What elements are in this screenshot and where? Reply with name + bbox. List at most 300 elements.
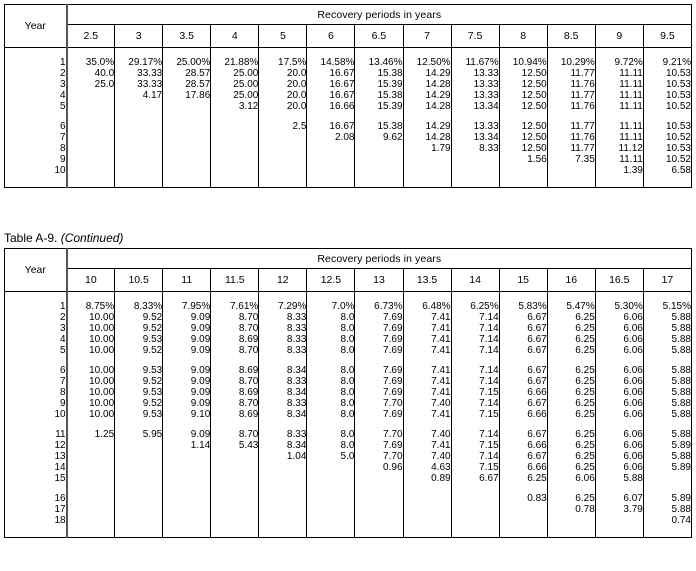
spacer-cell: [67, 48, 115, 58]
cell-y5-p8: 12.50: [499, 101, 547, 112]
spacer-cell: [5, 292, 67, 302]
cell-y17-p13.5: [403, 504, 451, 515]
cell-y15-p13: [355, 473, 403, 484]
spacer-cell: [643, 484, 691, 493]
cell-y8-p4: [211, 143, 259, 154]
spacer-cell: [307, 112, 355, 121]
cell-y5-p17: 5.88: [671, 345, 691, 356]
cell-y6-p6.5: 15.38: [355, 121, 403, 132]
cell-y9-p9: 11.11: [595, 154, 643, 165]
spacer-cell: [307, 420, 355, 429]
spacer-cell: [211, 48, 259, 58]
table-row: [5, 345, 692, 356]
cell-y15-p12.5: [307, 473, 355, 484]
cell-y14-p13.5: 4.63: [403, 462, 451, 473]
cell-y8-p3: [115, 143, 163, 154]
column-header-7: 7: [403, 25, 451, 48]
cell-y2-p17: 5.88: [671, 312, 691, 323]
table-row: [5, 154, 692, 165]
cell-y9-p17: 5.88: [671, 398, 691, 409]
spacer-cell: [115, 292, 163, 302]
spacer-cell: [499, 356, 547, 365]
cell-y3-p5: 20.0: [259, 79, 307, 90]
cell-y5-p4: 3.12: [211, 101, 259, 112]
spacer-cell: [643, 112, 691, 121]
cell-y8-p7: 1.79: [403, 143, 451, 154]
cell-y9-p2.5: [67, 154, 115, 165]
spacer-cell: [355, 356, 403, 365]
cell-y8-p7.5: 8.33: [451, 143, 499, 154]
cell-y3-p15: 6.67: [499, 323, 547, 334]
cell-y9-p7: [403, 154, 451, 165]
cell-y7-p8: 12.50: [499, 132, 547, 143]
row-year-label: 1: [5, 301, 67, 312]
cell-y17-p14: [451, 504, 499, 515]
cell-y13-p11.5: [211, 451, 259, 462]
cell-y7-p6.5: 9.62: [355, 132, 403, 143]
column-header-6: 6: [307, 25, 355, 48]
spacer-cell: [355, 484, 403, 493]
cell-y18-p11: [163, 515, 211, 526]
cell-y3-p10: 10.00: [67, 323, 115, 334]
cell-y10-p12.5: 8.0: [307, 409, 355, 420]
cell-y3-p13.5: 7.41: [403, 323, 451, 334]
cell-y9-p10: 10.00: [67, 398, 115, 409]
cell-y9-p13: 7.70: [355, 398, 403, 409]
cell-y10-p2.5: [67, 165, 115, 176]
spacer-cell: [307, 526, 355, 538]
cell-y6-p8: 12.50: [499, 121, 547, 132]
cell-y13-p14: 7.14: [451, 451, 499, 462]
cell-y4-p6.5: 15.38: [355, 90, 403, 101]
cell-y3-p11.5: 8.70: [211, 323, 259, 334]
cell-y12-p12.5: 8.0: [307, 440, 355, 451]
spacer-cell: [499, 176, 547, 188]
cell-y4-p9: 11.11: [595, 90, 643, 101]
spacer-cell: [115, 112, 163, 121]
header-recovery-periods-label: Recovery periods in years: [67, 249, 692, 269]
cell-y8-p5: [259, 143, 307, 154]
column-header-2-5: 2.5: [67, 25, 115, 48]
cell-y10-p10.5: 9.53: [115, 409, 163, 420]
table-row: [5, 387, 692, 398]
cell-y2-p11.5: 8.70: [211, 312, 259, 323]
table-body-part-2: [5, 292, 692, 538]
cell-y9-p13.5: 7.40: [403, 398, 451, 409]
cell-y10-p5: [259, 165, 307, 176]
header-column-row-part-1: [5, 25, 692, 48]
cell-y4-p3.5: 17.86: [163, 90, 211, 101]
cell-y15-p16.5: 5.88: [595, 473, 643, 484]
cell-y7-p4: [211, 132, 259, 143]
cell-y16-p15: 0.83: [499, 493, 547, 504]
depreciation-table-part-1: [4, 4, 692, 188]
cell-y11-p16: 6.25: [547, 429, 595, 440]
cell-y6-p11: 9.09: [163, 365, 211, 376]
cell-y9-p10.5: 9.52: [115, 398, 163, 409]
cell-y7-p7: 14.28: [403, 132, 451, 143]
cell-y5-p10.5: 9.52: [115, 345, 163, 356]
column-header-16-5: 16.5: [595, 269, 643, 292]
cell-y7-p11.5: 8.70: [211, 376, 259, 387]
cell-y11-p13: 7.70: [355, 429, 403, 440]
spacer-cell: [115, 48, 163, 58]
cell-y7-p15: 6.67: [499, 376, 547, 387]
cell-y6-p10.5: 9.53: [115, 365, 163, 376]
cell-y4-p8.5: 11.77: [547, 90, 595, 101]
cell-y6-p12: 8.34: [259, 365, 307, 376]
column-header-7-5: 7.5: [451, 25, 499, 48]
cell-y1-p7: 12.50%: [403, 57, 451, 68]
cell-y16-p11.5: [211, 493, 259, 504]
cell-y2-p14: 7.14: [451, 312, 499, 323]
column-header-13: 13: [355, 269, 403, 292]
cell-y5-p2.5: [67, 101, 115, 112]
table-row: [5, 79, 692, 90]
cell-y2-p7.5: 13.33: [451, 68, 499, 79]
cell-y10-p11.5: 8.69: [211, 409, 259, 420]
row-year-label: 17: [5, 504, 67, 515]
spacer-cell: [403, 484, 451, 493]
cell-y4-p13: 7.69: [355, 334, 403, 345]
cell-y3-p16.5: 6.06: [595, 323, 643, 334]
cell-y3-p7.5: 13.33: [451, 79, 499, 90]
cell-y1-p11.5: 7.61%: [211, 301, 259, 312]
cell-y4-p11.5: 8.69: [211, 334, 259, 345]
cell-y7-p5: [259, 132, 307, 143]
cell-y1-p16.5: 5.30%: [595, 301, 643, 312]
cell-y4-p7.5: 13.33: [451, 90, 499, 101]
spacer-cell: [5, 420, 67, 429]
table-caption: [4, 231, 123, 245]
cell-y13-p10.5: [115, 451, 163, 462]
cell-y11-p13.5: 7.40: [403, 429, 451, 440]
row-year-label: 8: [5, 387, 67, 398]
spacer-cell: [355, 526, 403, 538]
spacer-cell: [595, 48, 643, 58]
cell-y15-p16: 6.06: [547, 473, 595, 484]
cell-y8-p13.5: 7.41: [403, 387, 451, 398]
cell-y2-p7: 14.29: [403, 68, 451, 79]
cell-y6-p13: 7.69: [355, 365, 403, 376]
spacer-cell: [595, 356, 643, 365]
spacer-cell: [403, 526, 451, 538]
cell-y18-p16.5: [595, 515, 643, 526]
cell-y5-p3: [115, 101, 163, 112]
spacer-cell: [67, 484, 115, 493]
spacer-cell: [67, 176, 115, 188]
cell-y8-p17: 5.88: [671, 387, 691, 398]
spacer-cell: [403, 292, 451, 302]
cell-y7-p16: 6.25: [547, 376, 595, 387]
cell-y2-p13: 7.69: [355, 312, 403, 323]
spacer-cell: [499, 292, 547, 302]
cell-y1-p6: 14.58%: [307, 57, 355, 68]
cell-y5-p6: 16.66: [307, 101, 355, 112]
spacer-cell: [5, 356, 67, 365]
cell-y9-p11: 9.09: [163, 398, 211, 409]
cell-y13-p12.5: 5.0: [307, 451, 355, 462]
cell-y6-p16.5: 6.06: [595, 365, 643, 376]
cell-y14-p16: 6.25: [547, 462, 595, 473]
spacer-cell: [307, 292, 355, 302]
spacer-cell: [451, 112, 499, 121]
spacer-cell: [5, 48, 67, 58]
cell-y16-p13.5: [403, 493, 451, 504]
cell-y3-p7: 14.28: [403, 79, 451, 90]
cell-y16-p16: 6.25: [547, 493, 595, 504]
cell-y16-p12.5: [307, 493, 355, 504]
spacer-cell: [451, 48, 499, 58]
cell-y4-p11: 9.09: [163, 334, 211, 345]
cell-y4-p16.5: 6.06: [595, 334, 643, 345]
cell-y8-p3.5: [163, 143, 211, 154]
cell-y2-p4: 25.00: [211, 68, 259, 79]
row-year-label: 5: [5, 101, 67, 112]
cell-y3-p17: 5.88: [671, 323, 691, 334]
cell-y8-p16: 6.25: [547, 387, 595, 398]
table-row: [5, 165, 692, 176]
cell-y8-p9.5: 10.53: [665, 143, 691, 154]
cell-y9-p8.5: 7.35: [547, 154, 595, 165]
header-recovery-periods-label: Recovery periods in years: [67, 5, 692, 25]
cell-y17-p12.5: [307, 504, 355, 515]
cell-y3-p3: 33.33: [115, 79, 163, 90]
cell-y15-p10: [67, 473, 115, 484]
cell-y17-p10: [67, 504, 115, 515]
column-header-13-5: 13.5: [403, 269, 451, 292]
cell-y18-p10: [67, 515, 115, 526]
cell-y7-p6: 2.08: [307, 132, 355, 143]
spacer-cell: [499, 420, 547, 429]
group-spacer-row: [5, 420, 692, 429]
cell-y3-p12: 8.33: [259, 323, 307, 334]
spacer-cell: [5, 112, 67, 121]
table-row: [5, 504, 692, 515]
spacer-cell: [115, 176, 163, 188]
row-year-label: 8: [5, 143, 67, 154]
header-year-label: Year: [5, 249, 67, 292]
cell-y1-p10: 8.75%: [67, 301, 115, 312]
cell-y12-p11.5: 5.43: [211, 440, 259, 451]
cell-y1-p4: 21.88%: [211, 57, 259, 68]
row-year-label: 6: [5, 365, 67, 376]
cell-y3-p10.5: 9.52: [115, 323, 163, 334]
cell-y9-p12: 8.33: [259, 398, 307, 409]
cell-y10-p8: [499, 165, 547, 176]
cell-y11-p12.5: 8.0: [307, 429, 355, 440]
cell-y9-p12.5: 8.0: [307, 398, 355, 409]
cell-y1-p2.5: 35.0%: [67, 57, 115, 68]
row-year-label: 3: [5, 79, 67, 90]
cell-y4-p13.5: 7.41: [403, 334, 451, 345]
cell-y18-p17: 0.74: [671, 515, 691, 526]
cell-y1-p8.5: 10.29%: [547, 57, 595, 68]
cell-y5-p16: 6.25: [547, 345, 595, 356]
cell-y12-p14: 7.15: [451, 440, 499, 451]
cell-y2-p16: 6.25: [547, 312, 595, 323]
cell-y11-p16.5: 6.06: [595, 429, 643, 440]
cell-y4-p10.5: 9.53: [115, 334, 163, 345]
header-year-label: Year: [5, 5, 67, 48]
cell-y14-p14: 7.15: [451, 462, 499, 473]
row-year-label: 1: [5, 57, 67, 68]
cell-y3-p12.5: 8.0: [307, 323, 355, 334]
spacer-cell: [163, 48, 211, 58]
cell-y13-p11: [163, 451, 211, 462]
spacer-cell: [163, 526, 211, 538]
cell-y14-p15: 6.66: [499, 462, 547, 473]
row-year-label: 10: [5, 409, 67, 420]
column-header-14: 14: [451, 269, 499, 292]
cell-y2-p10: 10.00: [67, 312, 115, 323]
cell-y11-p17: 5.88: [671, 429, 691, 440]
spacer-cell: [259, 112, 307, 121]
cell-y4-p4: 25.00: [211, 90, 259, 101]
spacer-cell: [259, 420, 307, 429]
spacer-cell: [499, 484, 547, 493]
spacer-cell: [211, 292, 259, 302]
spacer-cell: [163, 484, 211, 493]
group-spacer-row: [5, 356, 692, 365]
table-row: [5, 334, 692, 345]
spacer-cell: [355, 420, 403, 429]
cell-y1-p9: 9.72%: [595, 57, 643, 68]
spacer-cell: [211, 176, 259, 188]
cell-y7-p13: 7.69: [355, 376, 403, 387]
cell-y2-p9: 11.11: [595, 68, 643, 79]
spacer-cell: [67, 356, 115, 365]
cell-y2-p13.5: 7.41: [403, 312, 451, 323]
cell-y5-p11: 9.09: [163, 345, 211, 356]
cell-y12-p16.5: 6.06: [595, 440, 643, 451]
cell-y9-p16: 6.25: [547, 398, 595, 409]
cell-y16-p17: 5.89: [671, 493, 691, 504]
row-year-label: 7: [5, 132, 67, 143]
cell-y6-p4: [211, 121, 259, 132]
table-header-part-2: [5, 249, 692, 292]
cell-y2-p12.5: 8.0: [307, 312, 355, 323]
cell-y13-p13.5: 7.40: [403, 451, 451, 462]
table-header-part-1: [5, 5, 692, 48]
spacer-cell: [451, 356, 499, 365]
cell-y9-p16.5: 6.06: [595, 398, 643, 409]
row-year-label: 4: [5, 334, 67, 345]
cell-y15-p11: [163, 473, 211, 484]
spacer-cell: [259, 526, 307, 538]
cell-y1-p5: 17.5%: [259, 57, 307, 68]
cell-y6-p3: [115, 121, 163, 132]
spacer-row: [5, 176, 692, 188]
spacer-cell: [547, 484, 595, 493]
cell-y2-p5: 20.0: [259, 68, 307, 79]
cell-y4-p17: 5.88: [671, 334, 691, 345]
cell-y3-p11: 9.09: [163, 323, 211, 334]
cell-y5-p9: 11.11: [595, 101, 643, 112]
spacer-cell: [67, 526, 115, 538]
table-body-part-1: [5, 48, 692, 188]
cell-y5-p13: 7.69: [355, 345, 403, 356]
cell-y9-p9.5: 10.52: [665, 154, 691, 165]
cell-y3-p9: 11.11: [595, 79, 643, 90]
spacer-cell: [5, 176, 67, 188]
cell-y12-p12: 8.34: [259, 440, 307, 451]
cell-y4-p16: 6.25: [547, 334, 595, 345]
cell-y7-p11: 9.09: [163, 376, 211, 387]
spacer-cell: [67, 112, 115, 121]
spacer-cell: [211, 112, 259, 121]
spacer-cell: [643, 292, 691, 302]
table-row: [5, 323, 692, 334]
table-row: [5, 68, 692, 79]
cell-y1-p3: 29.17%: [115, 57, 163, 68]
cell-y5-p11.5: 8.70: [211, 345, 259, 356]
cell-y18-p14: [451, 515, 499, 526]
cell-y14-p13: 0.96: [355, 462, 403, 473]
cell-y5-p12.5: 8.0: [307, 345, 355, 356]
caption-label: Table A-9.: [4, 231, 58, 245]
cell-y6-p3.5: [163, 121, 211, 132]
cell-y6-p7.5: 13.33: [451, 121, 499, 132]
cell-y9-p7.5: [451, 154, 499, 165]
cell-y9-p15: 6.67: [499, 398, 547, 409]
spacer-cell: [547, 112, 595, 121]
column-header-11-5: 11.5: [211, 269, 259, 292]
cell-y6-p9.5: 10.53: [665, 121, 691, 132]
table-row: [5, 143, 692, 154]
spacer-cell: [5, 484, 67, 493]
cell-y1-p12.5: 7.0%: [307, 301, 355, 312]
cell-y8-p12: 8.34: [259, 387, 307, 398]
spacer-cell: [355, 176, 403, 188]
cell-y12-p13: 7.69: [355, 440, 403, 451]
table-row: [5, 376, 692, 387]
cell-y3-p6: 16.67: [307, 79, 355, 90]
cell-y4-p12: 8.33: [259, 334, 307, 345]
table-row: [5, 101, 692, 112]
column-header-10: 10: [67, 269, 115, 292]
column-header-12-5: 12.5: [307, 269, 355, 292]
cell-y17-p12: [259, 504, 307, 515]
column-header-8-5: 8.5: [547, 25, 595, 48]
cell-y5-p15: 6.67: [499, 345, 547, 356]
cell-y14-p17: 5.89: [671, 462, 691, 473]
cell-y13-p17: 5.88: [671, 451, 691, 462]
row-year-label: 4: [5, 90, 67, 101]
cell-y7-p14: 7.14: [451, 376, 499, 387]
row-year-label: 12: [5, 440, 67, 451]
cell-y18-p12.5: [307, 515, 355, 526]
spacer-cell: [307, 48, 355, 58]
cell-y12-p11: 1.14: [163, 440, 211, 451]
cell-y12-p10.5: [115, 440, 163, 451]
cell-y13-p12: 1.04: [259, 451, 307, 462]
cell-y2-p12: 8.33: [259, 312, 307, 323]
column-header-3: 3: [115, 25, 163, 48]
cell-y2-p2.5: 40.0: [67, 68, 115, 79]
row-year-label: 7: [5, 376, 67, 387]
spacer-cell: [403, 176, 451, 188]
cell-y12-p16: 6.25: [547, 440, 595, 451]
spacer-cell: [307, 176, 355, 188]
cell-y10-p9: 1.39: [595, 165, 643, 176]
spacer-cell: [115, 356, 163, 365]
cell-y16-p12: [259, 493, 307, 504]
cell-y12-p10: [67, 440, 115, 451]
cell-y10-p3: [115, 165, 163, 176]
cell-y10-p13: 7.69: [355, 409, 403, 420]
cell-y16-p13: [355, 493, 403, 504]
